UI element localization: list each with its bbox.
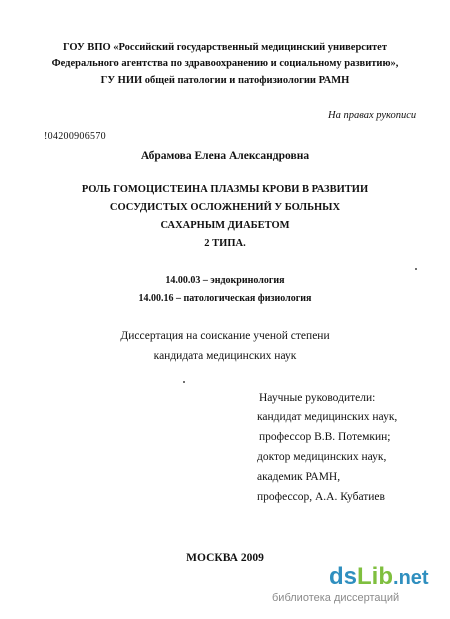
thesis-title-line-1: РОЛЬ ГОМОЦИСТЕИНА ПЛАЗМЫ КРОВИ В РАЗВИТИИ xyxy=(81,184,369,195)
organization-line-2: Федерального агентства по здравоохранению и социальному развитию», xyxy=(51,58,399,69)
watermark-subtitle: библиотека диссертаций xyxy=(272,592,400,604)
thesis-title-line-4: 2 ТИПА. xyxy=(204,238,246,249)
scan-speck xyxy=(415,268,417,270)
supervisor-line-2: профессор В.В. Потемкин; xyxy=(259,431,391,443)
organization-line-3: ГУ НИИ общей патологии и патофизиологии РАМН xyxy=(100,75,350,86)
specialty-line-2: 14.00.16 – патологическая физиология xyxy=(138,293,312,304)
watermark-logo-ds: ds xyxy=(329,563,358,590)
archive-number: !04200906570 xyxy=(44,131,106,142)
supervisor-line-4: академик РАМН, xyxy=(257,471,341,483)
degree-line-1: Диссертация на соискание ученой степени xyxy=(120,330,330,342)
organization-line-1: ГОУ ВПО «Российский государственный медицинский университет xyxy=(62,42,387,53)
watermark-logo-net: .net xyxy=(393,567,429,589)
manuscript-rights-note: На правах рукописи xyxy=(328,110,417,121)
thesis-title-line-3: САХАРНЫМ ДИАБЕТОМ xyxy=(160,220,290,231)
degree-line-2: кандидата медицинских наук xyxy=(153,350,297,362)
author-name: Абрамова Елена Александровна xyxy=(140,150,310,162)
city-year: МОСКВА 2009 xyxy=(186,552,264,564)
supervisors-heading: Научные руководители: xyxy=(259,392,376,404)
dslib-watermark-logo xyxy=(329,562,429,593)
supervisor-line-3: доктор медицинских наук, xyxy=(257,451,387,463)
scan-speck xyxy=(183,381,185,383)
thesis-title-line-2: СОСУДИСТЫХ ОСЛОЖНЕНИЙ У БОЛЬНЫХ xyxy=(109,202,341,213)
watermark-logo-lib: Lib xyxy=(357,563,394,590)
supervisor-line-1: кандидат медицинских наук, xyxy=(257,411,398,423)
supervisor-line-5: профессор, А.А. Кубатиев xyxy=(257,491,385,503)
specialty-line-1: 14.00.03 – эндокринология xyxy=(165,275,285,286)
